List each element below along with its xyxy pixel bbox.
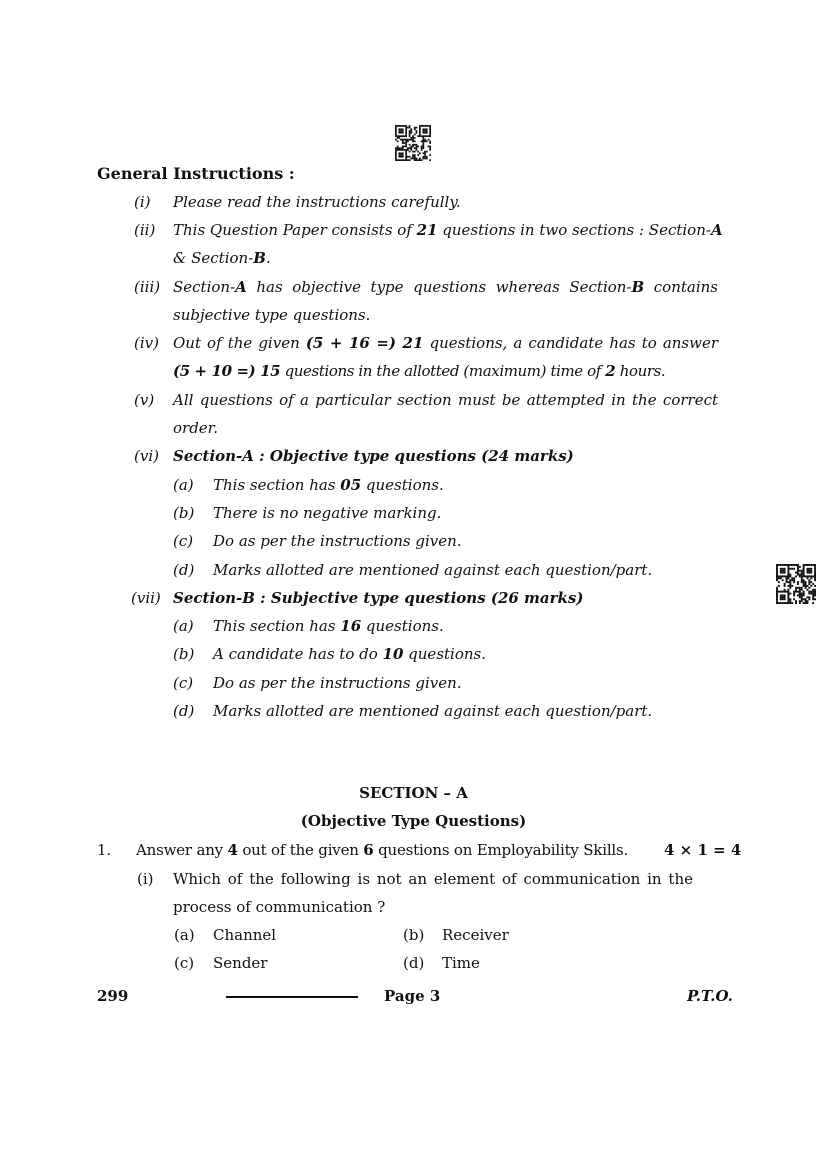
text: 4 — [227, 841, 238, 859]
sub-question-text: Which of the following is not an element of communication in the — [173, 870, 693, 888]
text: questions, a candidate has to answer — [423, 334, 719, 352]
text: questions. — [361, 476, 444, 494]
pto-label: P.T.O. — [687, 987, 733, 1005]
text: & Section- — [173, 249, 254, 267]
text: out of the given — [237, 841, 364, 859]
option-text: Channel — [213, 926, 277, 944]
section-a-rules-title: Section-A : Objective type questions (24 marks) — [173, 447, 574, 465]
qr-code-side — [776, 564, 816, 604]
option-label: (b) — [403, 926, 425, 944]
instruction-num: (iii) — [134, 278, 161, 296]
option-label: (c) — [174, 954, 195, 972]
text: (5 + 10 =) 15 — [173, 362, 281, 380]
sub-text — [213, 616, 444, 636]
sub-text: Do as per the instructions given. — [213, 674, 462, 692]
text: 16 — [340, 617, 362, 635]
text: Out of the given — [173, 334, 306, 352]
text: A — [235, 278, 247, 296]
instruction-text — [173, 333, 718, 353]
instruction-text — [173, 361, 665, 381]
instruction-num: (v) — [134, 391, 155, 409]
instruction-num: (ii) — [134, 221, 156, 239]
instruction-text: order. — [173, 419, 218, 437]
text: Answer any — [136, 841, 228, 859]
section-b-rules-title: Section-B : Subjective type questions (26 marks) — [173, 589, 584, 607]
text: This Question Paper consists of — [173, 221, 417, 239]
text: B — [253, 249, 266, 267]
text: A — [710, 221, 723, 239]
text: This section has — [213, 617, 341, 635]
question-marks: 4 × 1 = 4 — [664, 841, 742, 859]
text: questions. — [361, 617, 444, 635]
sub-question-text: process of communication ? — [173, 898, 386, 916]
text: questions in two sections : Section- — [437, 221, 711, 239]
text: A candidate has to do — [213, 645, 383, 663]
sub-num: (b) — [173, 645, 195, 663]
text: 05 — [340, 476, 362, 494]
instruction-text — [173, 248, 271, 268]
instruction-text — [173, 277, 718, 297]
option-text: Time — [442, 954, 480, 972]
sub-text: There is no negative marking. — [213, 504, 442, 522]
sub-text — [213, 644, 486, 664]
option-label: (d) — [403, 954, 425, 972]
sub-text: Do as per the instructions given. — [213, 532, 462, 550]
sub-question-number: (i) — [137, 870, 154, 888]
sub-num: (b) — [173, 504, 195, 522]
instruction-num: (i) — [134, 193, 151, 211]
sub-num: (c) — [173, 674, 194, 692]
section-subtitle: (Objective Type Questions) — [300, 812, 527, 830]
text: questions in the allotted (maximum) time of — [280, 362, 606, 380]
sub-num: (a) — [173, 476, 194, 494]
text: questions on Employability Skills. — [373, 841, 629, 859]
text: (5 + 16 =) 21 — [305, 334, 424, 352]
option-text: Receiver — [442, 926, 509, 944]
question-number: 1. — [97, 841, 112, 859]
sub-num: (d) — [173, 702, 195, 720]
text: hours. — [615, 362, 666, 380]
instruction-num: (vii) — [131, 589, 161, 607]
text: has objective type questions whereas Section- — [246, 278, 632, 296]
question-text — [136, 840, 628, 860]
text: B — [631, 278, 645, 296]
option-text: Sender — [213, 954, 268, 972]
general-instructions-heading: General Instructions : — [97, 164, 295, 183]
section-title: SECTION – A — [359, 784, 468, 802]
page-number: Page 3 — [384, 987, 441, 1005]
paper-code: 299 — [97, 987, 129, 1005]
text: 6 — [363, 841, 374, 859]
instruction-text: Please read the instructions carefully. — [173, 193, 461, 211]
text: 2 — [605, 362, 616, 380]
option-label: (a) — [174, 926, 195, 944]
sub-num: (d) — [173, 561, 195, 579]
text: 21 — [416, 221, 438, 239]
text: contains — [644, 278, 718, 296]
sub-text: Marks allotted are mentioned against each question/part. — [213, 561, 653, 579]
qr-code-top — [395, 125, 431, 161]
text: This section has — [213, 476, 341, 494]
text: Section- — [173, 278, 236, 296]
sub-num: (c) — [173, 532, 194, 550]
instruction-num: (vi) — [134, 447, 159, 465]
text: . — [265, 249, 271, 267]
footer-rule — [226, 996, 358, 998]
instruction-num: (iv) — [134, 334, 159, 352]
instruction-text: All questions of a particular section must be attempted in the correct — [173, 391, 718, 409]
instruction-text: subjective type questions. — [173, 306, 371, 324]
text: 10 — [382, 645, 404, 663]
sub-text — [213, 475, 444, 495]
sub-num: (a) — [173, 617, 194, 635]
text: questions. — [403, 645, 486, 663]
instruction-text — [173, 220, 723, 240]
sub-text: Marks allotted are mentioned against each question/part. — [213, 702, 653, 720]
